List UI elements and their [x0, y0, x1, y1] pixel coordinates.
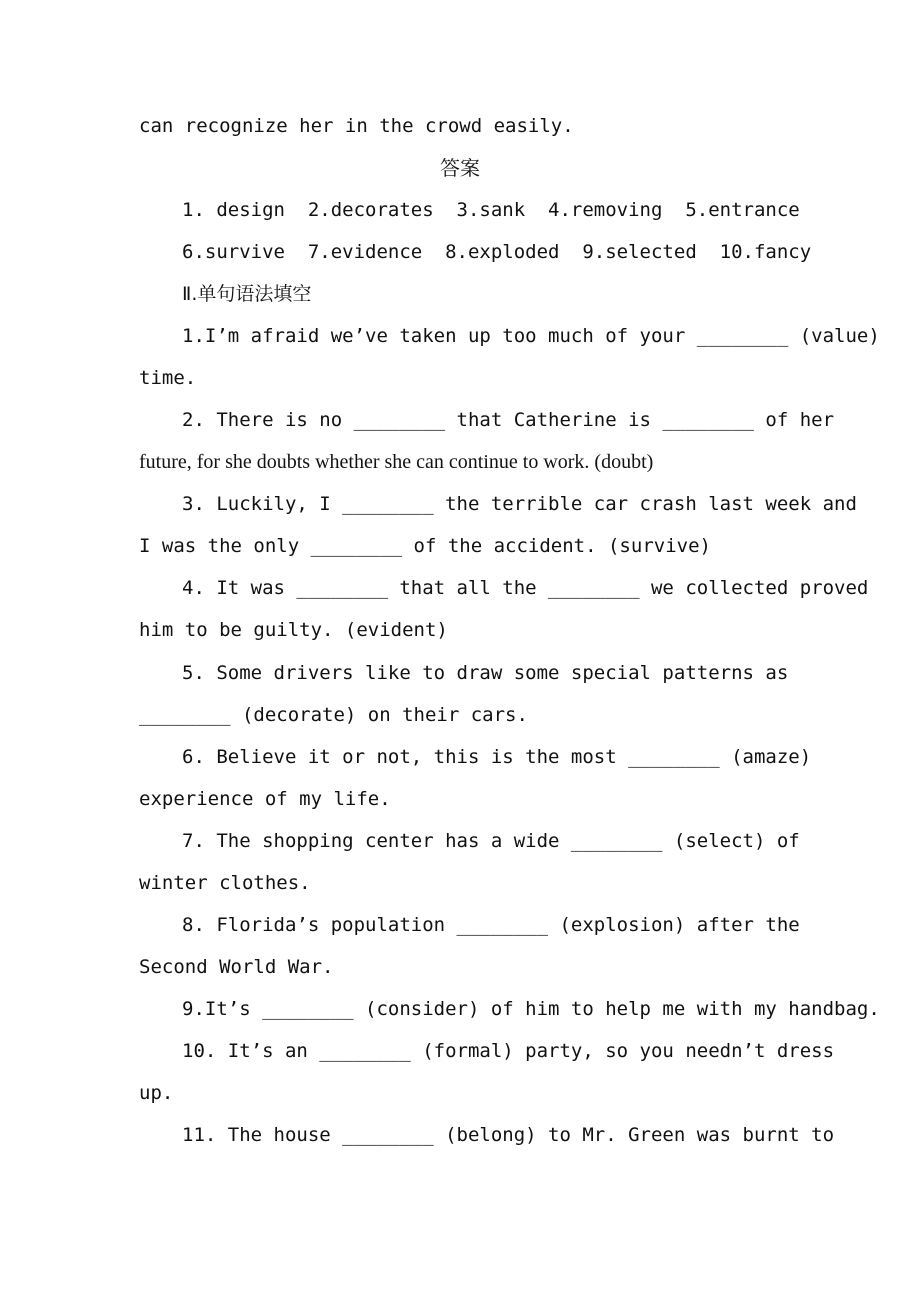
- question-8-line-2: Second World War.: [139, 956, 334, 978]
- question-10-line-2: up.: [139, 1082, 174, 1104]
- answer-line-2: 6.survive 7.evidence 8.exploded 9.selected 10.fancy: [182, 241, 812, 263]
- question-3-line-1: 3. Luckily, I ________ the terrible car crash last week and: [182, 493, 857, 515]
- answer-line-1: 1. design 2.decorates 3.sank 4.removing 5.entrance: [182, 199, 800, 221]
- question-2-line-2: future, for she doubts whether she can continue to work. (doubt): [139, 451, 654, 473]
- question-1-line-2: time.: [139, 367, 197, 389]
- question-6-line-2: experience of my life.: [139, 788, 391, 810]
- carryover-line: can recognize her in the crowd easily.: [139, 115, 574, 137]
- question-3-line-2: I was the only ________ of the accident. (survive): [139, 535, 711, 557]
- question-4-line-1: 4. It was ________ that all the ________ we collected proved: [182, 577, 869, 599]
- question-7-line-2: winter clothes.: [139, 872, 311, 894]
- question-7-line-1: 7. The shopping center has a wide ________ (select) of: [182, 830, 800, 852]
- question-2-line-1: 2. There is no ________ that Catherine is ________ of her: [182, 409, 835, 431]
- question-11-line-1: 11. The house ________ (belong) to Mr. Green was burnt to: [182, 1124, 835, 1146]
- question-6-line-1: 6. Believe it or not, this is the most ________ (amaze): [182, 746, 812, 768]
- question-5-line-2: ________ (decorate) on their cars.: [139, 704, 528, 726]
- answer-heading: 答案: [440, 156, 480, 180]
- question-10-line-1: 10. It’s an ________ (formal) party, so you needn’t dress: [182, 1040, 835, 1062]
- question-8-line-1: 8. Florida’s population ________ (explosion) after the: [182, 914, 800, 936]
- question-5-line-1: 5. Some drivers like to draw some special patterns as: [182, 662, 789, 684]
- question-1-line-1: 1.I’m afraid we’ve taken up too much of your ________ (value): [182, 325, 880, 347]
- question-4-line-2: him to be guilty. (evident): [139, 619, 448, 641]
- question-9-line-1: 9.It’s ________ (consider) of him to help me with my handbag.: [182, 998, 880, 1020]
- section-title: Ⅱ.单句语法填空: [182, 283, 312, 305]
